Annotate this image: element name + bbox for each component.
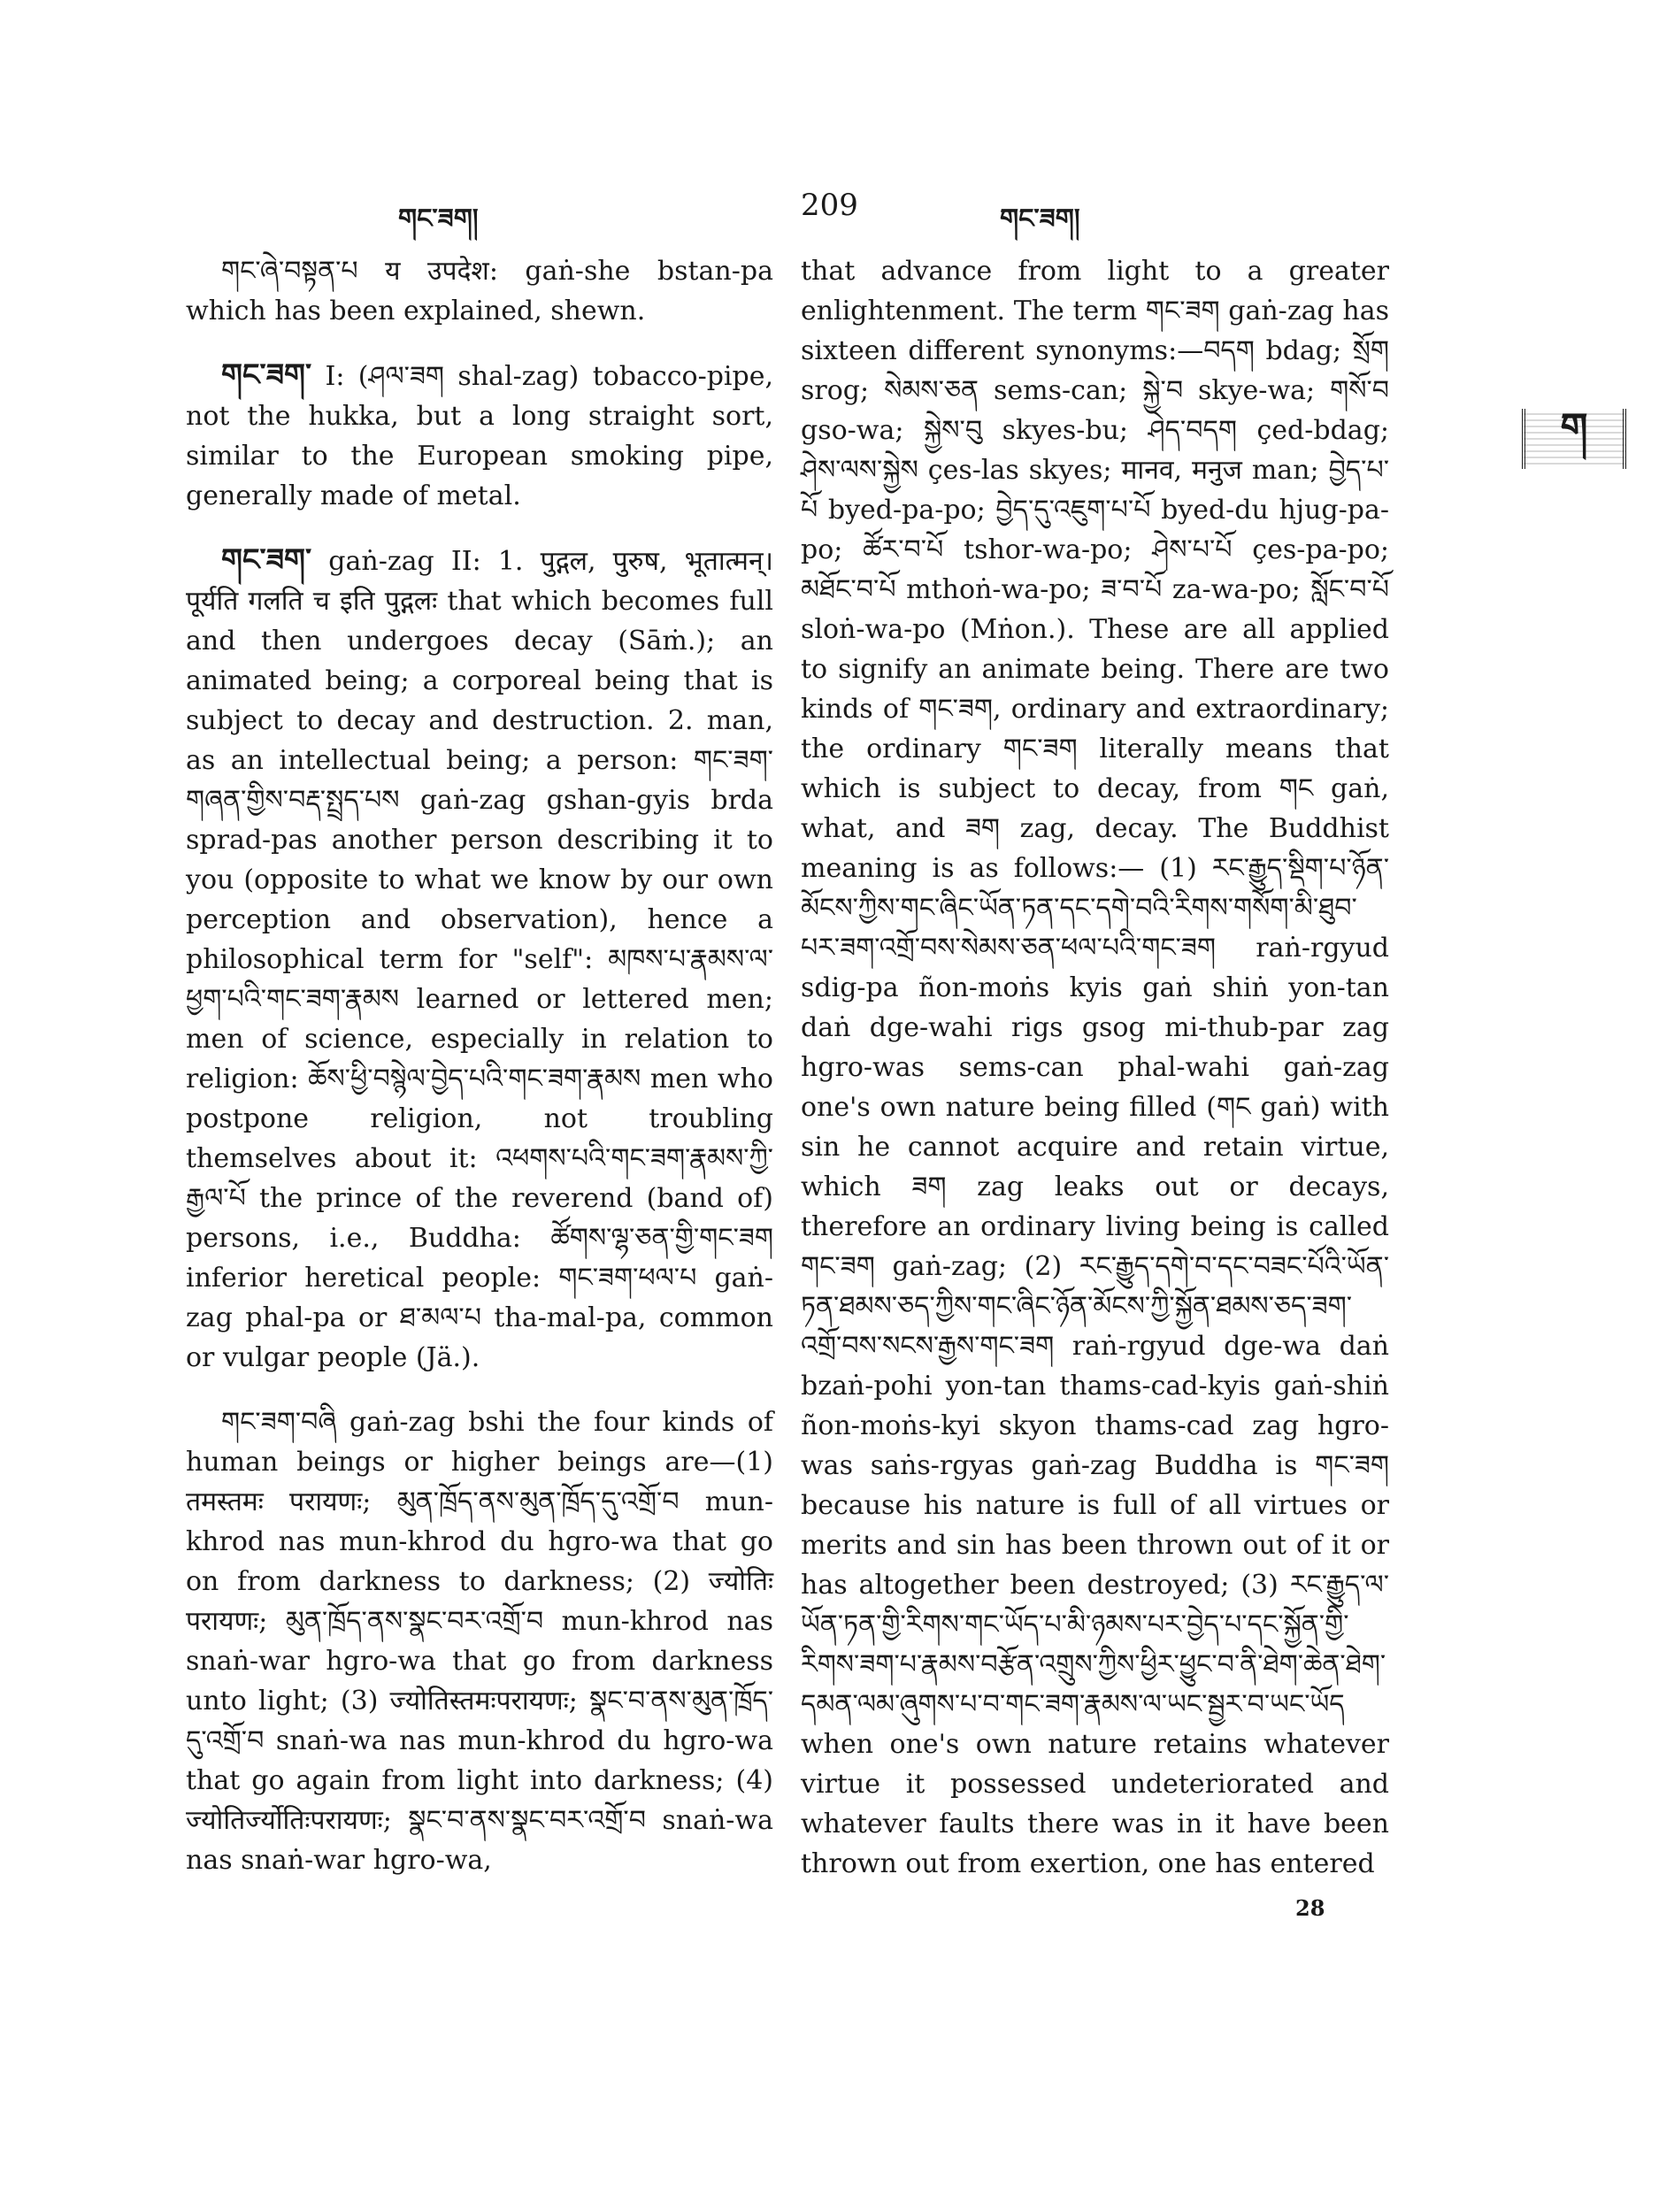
entry-text: gaṅ-zag II: 1. पुद्गल, पुरुष, भूतात्मन्। पूर्यति गलति च इति पुद्गलः that which becomes full and then undergoes decay (Sāṁ.); an animated being; a corporeal being that is subject to decay and destruction. 2. man, as an intellectual being; a person: གང་ཟག་གཞན་གྱིས་བརྡ་སྤྲད་པས gaṅ-zag gshan-gyis brda sprad-pas another person describing it to you (opposite to what we know by our own perception and observation), hence a philosophical term for "self": མཁས་པ་རྣམས་ལ་ཕྱག་པའི་གང་ཟག་རྣམས learned or lettered men; men of science, especially in relation to religion: ཆོས་ཕྱི་བསྙེལ་བྱེད་པའི་གང་ཟག་རྣམས men who postpone religion, not troubling themselves about it: འཕགས་པའི་གང་ཟག་རྣམས་ཀྱི་རྒྱལ་པོ the prince of the reverend (band of) persons, i.e., Buddha: ཚོགས་ལྷ་ཅན་གྱི་གང་ཟག inferior heretical people: གང་ཟག་ཕལ་པ gaṅ-zag phal-pa or ཐ་མལ་པ tha-mal-pa, common or vulgar people (Jä.).	[186, 546, 773, 1373]
headword: གང་ཟག་	[221, 357, 312, 393]
entry-gang-she: གང་ཞེ་བསྟན་པ य उपदेश: gaṅ-she bstan-pa which has been explained, shewn.	[186, 256, 773, 326]
entry-text: I: (ཤལ་ཟག shal-zag) tobacco-pipe, not the hukka, but a long straight sort, similar to the European smoking pipe, generally made of metal.	[186, 361, 773, 511]
headword: གང་ཟག་	[221, 542, 312, 578]
thumb-index-tab: ག	[1522, 409, 1626, 469]
page-number: 209	[801, 188, 858, 223]
left-column	[186, 251, 773, 1905]
entry-gang-zag-2	[186, 541, 773, 1378]
signature-mark: 28	[1295, 1895, 1325, 1921]
right-column	[801, 251, 1389, 1909]
entry-gang-zag-bshi: གང་ཟག་བཞི gaṅ-zag bshi the four kinds of human beings or higher beings are—(1) तमस्तमः परायणः; མུན་ཁྲོད་ནས་མུན་ཁྲོད་དུ་འགྲོ་བ mun-khrod nas mun-khrod du hgro-wa that go on from darkness to darkness; (2) ज्योतिः परायणः; མུན་ཁྲོད་ནས་སྣང་བར་འགྲོ་བ mun-khrod nas snaṅ-war hgro-wa that go from darkness unto light; (3) ज्योतिस्तमःपरायणः; སྣང་བ་ནས་མུན་ཁྲོད་དུ་འགྲོ་བ snaṅ-wa nas mun-khrod du hgro-wa that go again from light into darkness; (4) ज्योतिर्ज्योतिःपरायणः; སྣང་བ་ནས་སྣང་བར་འགྲོ་བ snaṅ-wa nas snaṅ-war hgro-wa,	[186, 1407, 773, 1876]
entry-gang-zag-1	[186, 356, 773, 516]
entry-continuation: that advance from light to a greater enlightenment. The term གང་ཟག gaṅ-zag has sixteen different synonyms:—བདག bdag; སྲོག srog; སེམས་ཅན sems-can; སྐྱེ་བ skye-wa; གསོ་བ gso-wa; སྐྱེས་བུ skyes-bu; ཤེད་བདག çed-bdag; ཤེས་ལས་སྐྱེས çes-las skyes; मानव, मनुज man; བྱེད་པ་པོ byed-pa-po; བྱེད་དུ་འཇུག་པ་པོ byed-du hjug-pa-po; ཚོར་བ་པོ tshor-wa-po; ཤེས་པ་པོ çes-pa-po; མཐོང་བ་པོ mthoṅ-wa-po; ཟ་བ་པོ za-wa-po; སློང་བ་པོ sloṅ-wa-po (Mṅon.). These are all applied to signify an animate being. There are two kinds of གང་ཟག, ordinary and extraordinary; the ordinary གང་ཟག literally means that which is subject to decay, from གང gaṅ, what, and ཟག zag, decay. The Buddhist meaning is as follows:— (1) རང་རྒྱུད་སྡིག་པ་ཉོན་མོངས་ཀྱིས་གང་ཞིང་ཡོན་ཏན་དང་དགེ་བའི་རིགས་གསོག་མི་ཐུབ་པར་ཟག་འགྲོ་བས་སེམས་ཅན་ཕལ་པའི་གང་ཟག raṅ-rgyud sdig-pa ñon-moṅs kyis gaṅ shiṅ yon-tan daṅ dge-wahi rigs gsog mi-thub-par zag hgro-was sems-can phal-wahi gaṅ-zag one's own nature being filled (གང gaṅ) with sin he cannot acquire and retain virtue, which ཟག zag leaks out or decays, therefore an ordinary living being is called གང་ཟག gaṅ-zag; (2) རང་རྒྱུད་དགེ་བ་དང་བཟང་པོའི་ཡོན་ཏན་ཐམས་ཅད་ཀྱིས་གང་ཞིང་ཉོན་མོངས་ཀྱི་སྐྱོན་ཐམས་ཅད་ཟག་འགྲོ་བས་སངས་རྒྱས་གང་ཟག raṅ-rgyud dge-wa daṅ bzaṅ-pohi yon-tan thams-cad-kyis gaṅ-shiṅ ñon-moṅs-kyi skyon thams-cad zag hgro-was saṅs-rgyas gaṅ-zag Buddha is གང་ཟག because his nature is full of all virtues or merits and sin has been thrown out of it or has altogether been destroyed; (3) རང་རྒྱུད་ལ་ཡོན་ཏན་གྱི་རིགས་གང་ཡོད་པ་མི་ཉམས་པར་བྱེད་པ་དང་སྐྱོན་གྱི་རིགས་ཟག་པ་རྣམས་བརྩོན་འགྲུས་ཀྱིས་ཕྱིར་ཕྱུང་བ་ནི་ཐེག་ཆེན་ཐེག་དམན་ལམ་ཞུགས་པ་བ་གང་ཟག་རྣམས་ལ་ཡང་སྦྱར་བ་ཡང་ཡོད when one's own nature retains whatever virtue it possessed undeteriorated and whatever faults there was in it have been thrown out from exertion, one has entered	[801, 256, 1389, 1879]
running-head-left: གང་ཟག།	[398, 204, 479, 234]
running-head-right: གང་ཟག།	[1000, 204, 1080, 234]
